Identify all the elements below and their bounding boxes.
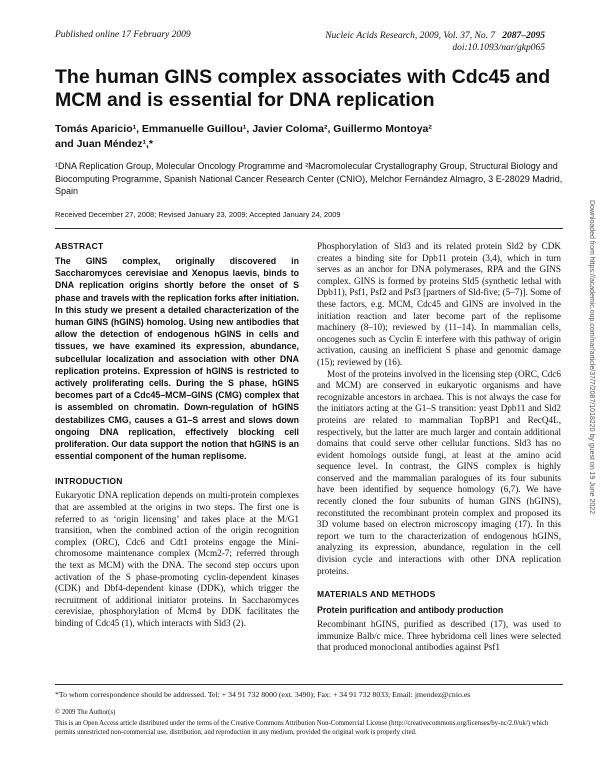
methods-text: Recombinant hGINS, purified as described (17), was used to immunize Balb/c mice. Three hybridoma cell lines were selected that produced monoclonal antibodies against Psf1: [317, 619, 561, 653]
copyright: © 2009 The Author(s): [55, 709, 116, 716]
intro-paragraph-2: Most of the proteins involved in the licensing step (ORC, Cdc6 and MCM) are conserved in eukaryotic organisms and have recognizable ancestors in archaea. This is not always the case for the initiators acting at the G1–S transition: yeast Dpb11 and Sld2 proteins are related to mammalian TopBP1 and RecQ4L, respectively, but the latter are much larger and contain additional domains that could serve other cellular functions. Sld3 has no evident homologs outside fungi, at least at the amino acid sequence level. In contrast, the GINS complex is highly conserved and the mammalian paralogues of its four subunits have been identified by sequence homology (6,7). We have recently cloned the four subunits of human GINS (hGINS), reconstituted the recombinant protein complex and proposed its 3D volume based on electron microscopy imaging (17). In this report we turn to the characterization of endogenous hGINS, analyzing its expression, abundance, regulation in the cell division cycle and interactions with other DNA replication proteins.: [317, 368, 561, 576]
page-range: 2087–2095: [502, 31, 545, 41]
intro-paragraph-continued: Phosphorylation of Sld3 and its related protein Sld2 by CDK creates a binding site for Dpb11 protein (3,4), which in turn serves as an anchor for DNA polymerases, RPA and the GINS complex. GINS is formed by proteins Sld5 (synthetic lethal with Dpb11), Psf1, Psf2 and Psf3 [partners of Sld-five; (5–7)]. Some of these factors, e.g. MCM, Cdc45 and GINS are involved in the initiation reaction and later become part of the replisome machinery (8–10); reviewed by (11–14). In mammalian cells, oncogenes such as Cyclin E interfere with this pathway of origin activation, causing an inefficient S phase and genomic damage (15); reviewed by (16).: [317, 241, 561, 367]
article-title: The human GINS complex associates with Cdc45 and MCM and is essential for DNA replication: [55, 66, 551, 111]
published-date: Published online 17 February 2009: [55, 30, 191, 40]
introduction-heading: INTRODUCTION: [55, 476, 123, 487]
doi[interactable]: doi:10.1093/nar/gkp065: [452, 43, 545, 53]
footer-divider: [55, 684, 563, 685]
methods-heading: MATERIALS AND METHODS: [317, 589, 436, 600]
left-column: [55, 241, 299, 630]
journal-name: Nucleic Acids Research, 2009, Vol. 37, No. 7: [325, 31, 496, 41]
header-divider: [55, 228, 563, 229]
authors: [55, 122, 555, 152]
download-watermark-text: Downloaded from https://academic.oup.com/nar/article/37/7/2087/1018220 by guest on 19 June 2022: [588, 200, 595, 515]
correspondence-note: *To whom correspondence should be addressed. Tel: + 34 91 732 8000 (ext. 3490); Fax: + 34 91 732 8033; Email: jmendez@cnio.es: [55, 690, 471, 699]
right-column: [317, 241, 561, 654]
methods-subheading: Protein purification and antibody production: [317, 605, 504, 616]
license-text: This is an Open Access article distributed under the terms of the Creative Commons Attribution Non-Commercial License (http://creativecommons.org/licenses/by-nc/2.0/uk/) which permits unrestricted non-commercial use, distribution, and reproduction in any medium, provided the original work is properly cited.: [55, 720, 549, 737]
abstract-heading: ABSTRACT: [55, 241, 104, 251]
introduction-text: Eukaryotic DNA replication depends on multi-protein complexes that are assembled at the origins in two steps. The first one is referred to as ‘origin licensing’ and takes place at the M/G1 transition, when the combined action of the origin recognition complex (ORC), Cdc6 and Cdt1 proteins engage the Mini-chromosome maintenance complex (Mcm2-7; referred through the text as MCM) with the DNA. The second step occurs upon activation of the S phase-promoting cyclin-dependent kinases (CDK) and Dbf4-dependent kinase (DDK), which trigger the recruitment of additional initiator proteins. In Saccharomyces cerevisiae, phosphorylation of Mcm4 by DDK facilitates the binding of Cdc45 (1), which interacts with Sld3 (2).: [55, 490, 299, 628]
affiliations: ¹DNA Replication Group, Molecular Oncology Programme and ²Macromolecular Crystallography Group, Structural Biology and Biocomputing Programme, Spanish National Cancer Research Center (CNIO), Melchor Fernández Almagro, 3 E-28029 Madrid, Spain: [55, 161, 563, 196]
journal-citation: [325, 30, 545, 54]
abstract-text: The GINS complex, originally discovered in Saccharomyces cerevisiae and Xenopus laevis, binds to DNA replication origins shortly before the onset of S phase and travels with the replication forks after initiation. In this study we present a detailed characterization of the human GINS (hGINS) homolog. Using new antibodies that allow the detection of endogenous hGINS in cells and tissues, we have examined its expression, abundance, subcellular localization and association with other DNA replication proteins. Expression of hGINS is restricted to actively proliferating cells. During the S phase, hGINS becomes part of a Cdc45–MCM–GINS (CMG) complex that is assembled on chromatin. Down-regulation of hGINS destabilizes CMG, causes a G1–S arrest and slows down ongoing DNA replication, effectively blocking cell proliferation. Our data support the notion that hGINS is an essential component of the human replisome.: [55, 256, 299, 462]
download-watermark: [587, 200, 597, 760]
copyright-block: [55, 708, 550, 738]
received-dates: Received December 27, 2008; Revised January 23, 2009; Accepted January 24, 2009: [55, 210, 341, 219]
authors-line-1: Tomás Aparicio¹, Emmanuelle Guillou¹, Javier Coloma², Guillermo Montoya²: [55, 123, 432, 135]
authors-line-2: and Juan Méndez¹,*: [55, 138, 154, 150]
